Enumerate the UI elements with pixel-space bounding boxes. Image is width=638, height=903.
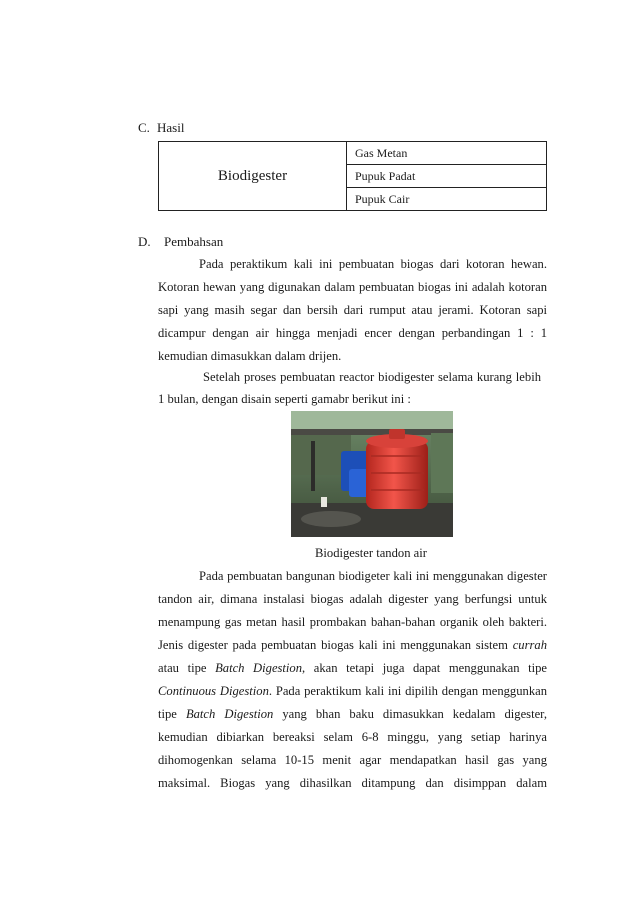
para1-line-5: kemudian dimasukkan dalam drijen.: [158, 349, 342, 363]
para1-line-2: Kotoran hewan yang digunakan dalam pembuatan biogas ini adalah kotoran: [158, 280, 547, 294]
para3-line-2: tandon air, dimana instalasi biogas adalah digester yang berfungsi untuk: [158, 592, 547, 606]
para3-line-4-text: Jenis digester pada pembuatan biogas kali ini menggunakan sistem: [158, 638, 508, 652]
para3-line-6-text: . Pada peraktikum kali ini dipilih dengan menggunkan: [268, 684, 548, 698]
para3-line-10: maksimal. Biogas yang dihasilkan ditampung dan disimppan dalam: [158, 776, 547, 790]
biodigester-photo: [291, 411, 453, 537]
para3-line-1: Pada pembuatan bangunan biodigeter kali ini menggunakan digester: [199, 569, 547, 583]
para3-term-batch-digestion-2: Batch Digestion: [185, 707, 274, 721]
para2-line-2: 1 bulan, dengan disain seperti gamabr berikut ini :: [158, 392, 411, 406]
section-d-title: Pembahsan: [164, 234, 224, 249]
para3-line-9: dihomogenkan selama 10-15 menit agar mendapatkan hasil gas yang: [158, 753, 547, 767]
para3-term-continuous-digestion: Continuous Digestion: [158, 684, 269, 698]
para3-line-3: menampung gas metan hasil prombakan bahan-bahan organik oleh bakteri.: [158, 615, 547, 629]
section-d-label: D.: [138, 234, 151, 249]
para3-line-8: kemudian dibiarkan bereaksi selam 6-8 minggu, yang setiap harinya: [158, 730, 547, 744]
para3-line-6: [158, 684, 547, 699]
figure-caption: Biodigester tandon air: [315, 546, 427, 560]
para1-line-1: Pada peraktikum kali ini pembuatan biogas dari kotoran hewan.: [199, 257, 547, 271]
para3-term-currah: currah: [512, 638, 547, 652]
output-gas-metan: Gas Metan: [347, 142, 547, 165]
result-table: [158, 141, 547, 211]
biodigester-cell: Biodigester: [159, 142, 347, 211]
para3-line-7: [158, 707, 547, 722]
para3-line-5-text-a: atau tipe: [158, 661, 207, 675]
output-pupuk-padat: Pupuk Padat: [347, 165, 547, 188]
para3-line-7-text-b: yang bhan baku dimasukkan kedalam digester,: [282, 707, 548, 721]
para1-line-4: dicampur dengan air hingga menjadi encer dengan perbandingan 1 : 1: [158, 326, 547, 340]
para3-line-5-text-b: , akan tetapi juga dapat menggunakan tipe: [302, 661, 547, 675]
biodigester-photo-drawing: [291, 411, 453, 537]
para3-line-7-text-a: tipe: [158, 707, 177, 721]
section-c-label: C.: [138, 120, 150, 135]
section-c-title: Hasil: [157, 120, 185, 135]
para3-line-5: [158, 661, 547, 676]
output-pupuk-cair: Pupuk Cair: [347, 188, 547, 211]
para3-line-4: [158, 638, 547, 653]
para1-line-3: sapi yang masih segar dan bersih dari rumput atau jerami. Kotoran sapi: [158, 303, 547, 317]
para2-line-1: Setelah proses pembuatan reactor biodigester selama kurang lebih: [203, 370, 541, 384]
para3-term-batch-digestion: Batch Digestion: [215, 661, 303, 675]
